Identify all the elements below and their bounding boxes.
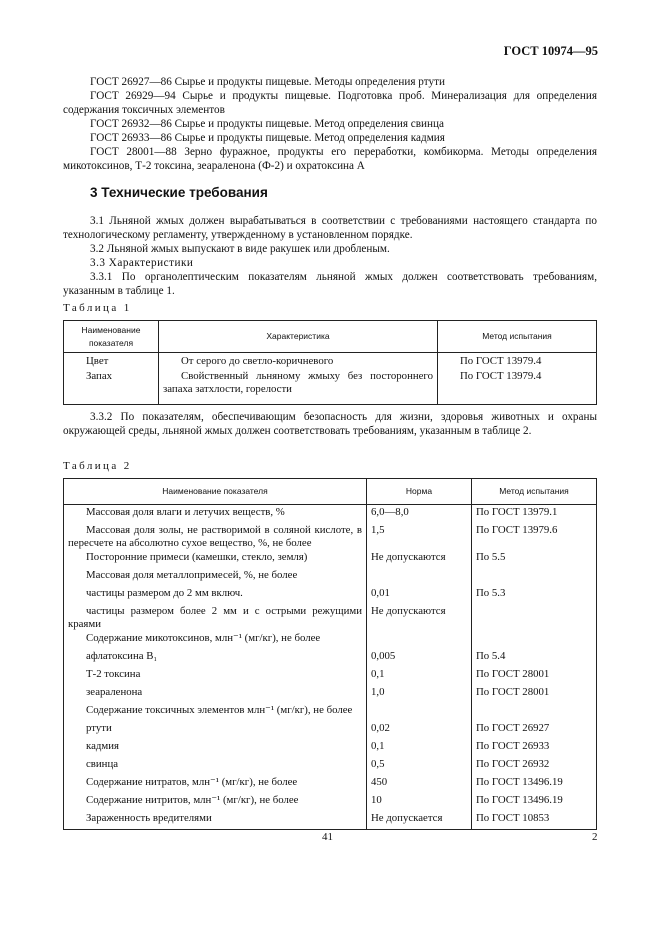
ref-26927: ГОСТ 26927—86 Сырье и продукты пищевые. Методы определения ртути xyxy=(90,76,445,88)
table-row: свинца 0,5 По ГОСТ 26932 xyxy=(64,757,597,775)
section-title: 3 Технические требования xyxy=(90,185,268,200)
table-row: афлатоксина B₁ 0,005 По 5.4 xyxy=(64,649,597,667)
table1-header-name: Наименование показателя xyxy=(64,321,159,353)
table-row: Посторонние примеси (камешки, стекло, земля) Не допускаются По 5.5 xyxy=(64,550,597,568)
sheet-number: 2 xyxy=(592,831,598,843)
ref-26933: ГОСТ 26933—86 Сырье и продукты пищевые. Метод определения кадмия xyxy=(90,132,445,144)
table-row: ртути 0,02 По ГОСТ 26927 xyxy=(64,721,597,739)
table2-header-norm: Норма xyxy=(367,479,472,505)
table-row: Массовая доля металлопримесей, %, не более xyxy=(64,568,597,586)
table-row: зеараленона 1,0 По ГОСТ 28001 xyxy=(64,685,597,703)
ref-26929: ГОСТ 26929—94 Сырье и продукты пищевые. Подготовка проб. Минерализация для определения содержания токсичных элементов xyxy=(63,90,597,116)
ref-26932: ГОСТ 26932—86 Сырье и продукты пищевые. Метод определения свинца xyxy=(90,118,444,130)
table-row: Содержание токсичных элементов млн⁻¹ (мг/кг), не более xyxy=(64,703,597,721)
table-row: Массовая доля влаги и летучих веществ, % 6,0—8,0 По ГОСТ 13979.1 xyxy=(64,505,597,524)
table2-header-name: Наименование показателя xyxy=(64,479,367,505)
table-row: Запах Свойственный льняному жмыху без постороннего запаха затхлости, горелости По ГОСТ 13979.4 xyxy=(64,368,597,404)
paragraph-3-3-1: 3.3.1 По органолептическим показателям льняной жмых должен соответствовать требованиям, указанным в таблице 1. xyxy=(63,271,597,297)
table2-caption: Таблица 2 xyxy=(63,460,132,472)
ref-28001: ГОСТ 28001—88 Зерно фуражное, продукты его переработки, комбикорма. Методы определения микотоксинов, Т-2 токсина, зеараленона (Ф-2) и охратоксина А xyxy=(63,146,597,172)
table-row: Массовая доля золы, не растворимой в соляной кислоте, в пересчете на абсолютно сухое вещество, %, не более 1,5 По ГОСТ 13979.6 xyxy=(64,523,597,550)
paragraph-3-3: 3.3 Характеристики xyxy=(90,257,194,269)
table2-body xyxy=(64,505,597,830)
paragraph-3-2: 3.2 Льняной жмых выпускают в виде ракушек или дробленым. xyxy=(90,243,390,255)
table1-header-characteristic: Характеристика xyxy=(159,321,438,353)
table2-header-method: Метод испытания xyxy=(472,479,597,505)
table-row: Зараженность вредителями Не допускается По ГОСТ 10853 xyxy=(64,811,597,830)
table-2 xyxy=(63,478,597,830)
table-row: Содержание нитритов, млн⁻¹ (мг/кг), не более 10 По ГОСТ 13496.19 xyxy=(64,793,597,811)
page-number: 41 xyxy=(322,831,333,843)
table-row: кадмия 0,1 По ГОСТ 26933 xyxy=(64,739,597,757)
table-row: частицы размером до 2 мм включ. 0,01 По 5.3 xyxy=(64,586,597,604)
paragraph-3-1: 3.1 Льняной жмых должен вырабатываться в соответствии с требованиями настоящего стандарта по технологическому регламенту, утвержденному в установленном порядке. xyxy=(63,215,597,241)
table-row: Цвет От серого до светло-коричневого По ГОСТ 13979.4 xyxy=(64,353,597,369)
table-row: Т-2 токсина 0,1 По ГОСТ 28001 xyxy=(64,667,597,685)
table-row: частицы размером более 2 мм и с острыми режущими краями Не допускаются xyxy=(64,604,597,631)
table-row: Содержание микотоксинов, млн⁻¹ (мг/кг), не более xyxy=(64,631,597,649)
table-1 xyxy=(63,320,597,405)
table-row: Содержание нитратов, млн⁻¹ (мг/кг), не более 450 По ГОСТ 13496.19 xyxy=(64,775,597,793)
document-code: ГОСТ 10974—95 xyxy=(503,44,598,58)
table1-header-method: Метод испытания xyxy=(438,321,597,353)
table1-caption: Таблица 1 xyxy=(63,302,132,314)
paragraph-3-3-2: 3.3.2 По показателям, обеспечивающим безопасность для жизни, здоровья животных и охраны окружающей среды, льняной жмых должен соответствовать требованиям, указанным в таблице 2. xyxy=(63,411,597,437)
